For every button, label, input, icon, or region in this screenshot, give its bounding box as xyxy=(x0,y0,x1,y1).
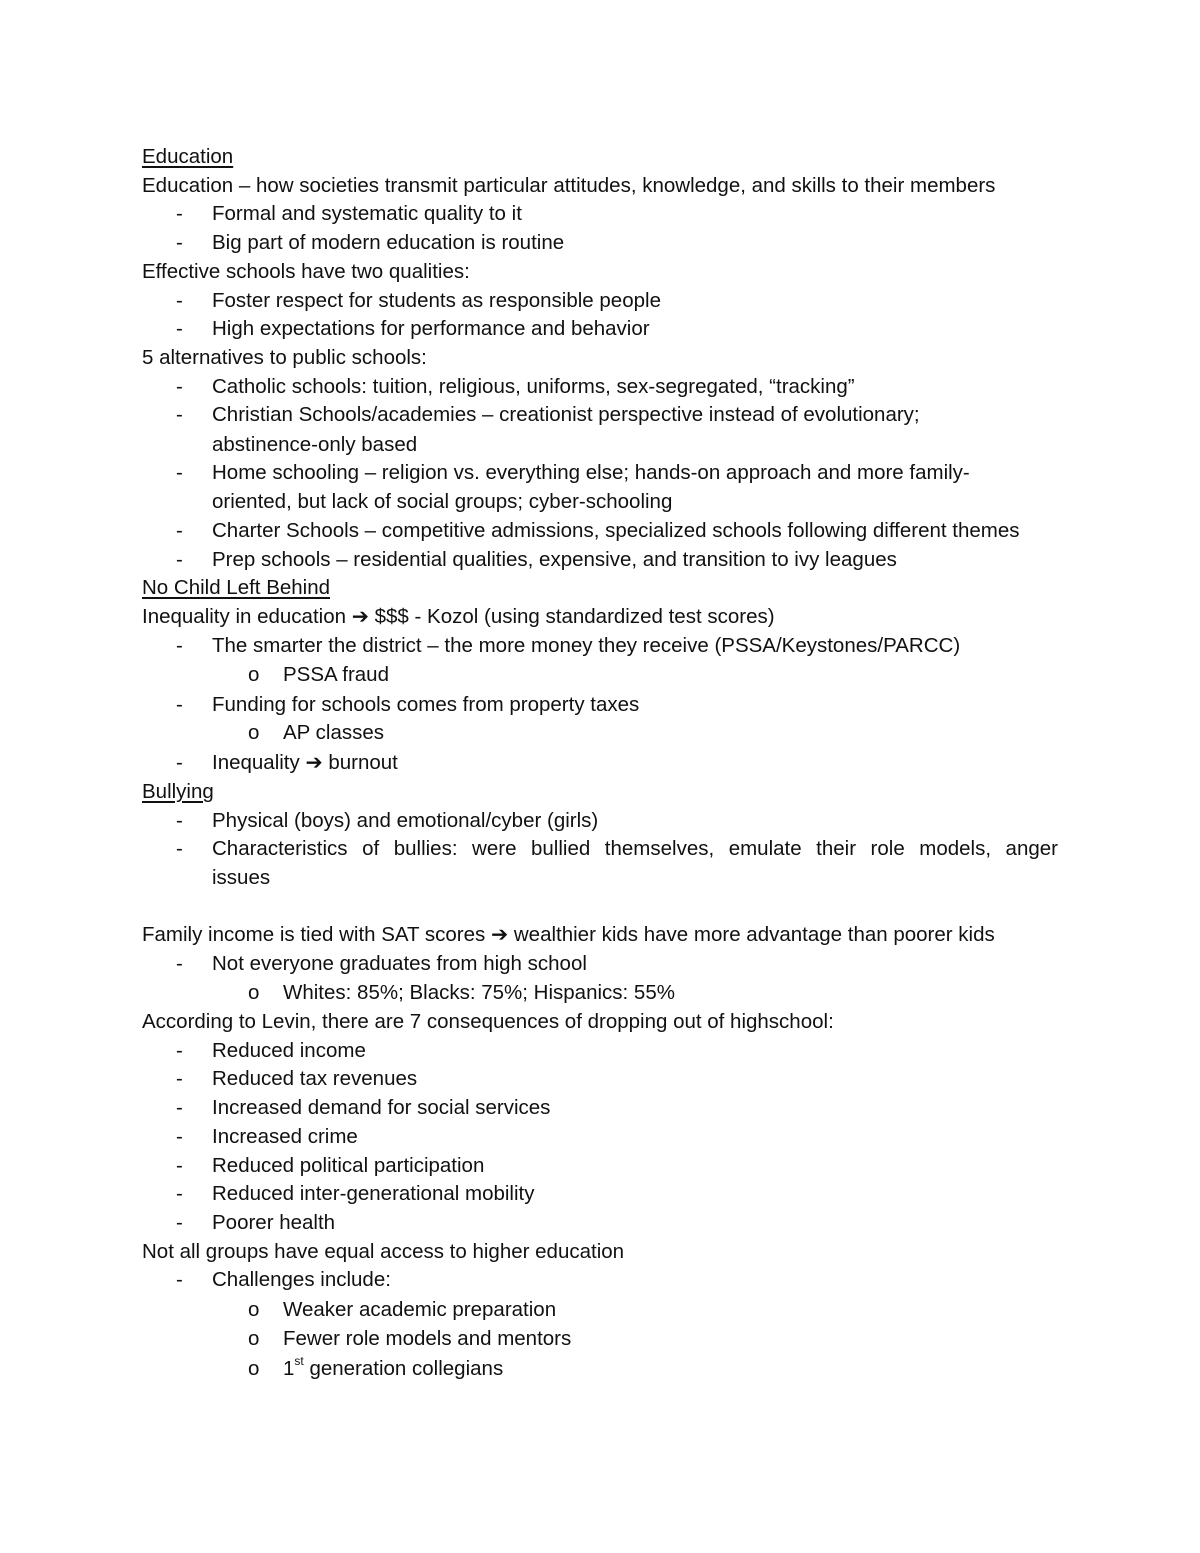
list-item: Formal and systematic quality to it xyxy=(212,202,522,225)
sub-list-item: AP classes xyxy=(283,721,385,744)
dash-bullet: - xyxy=(176,1096,183,1119)
dash-bullet: - xyxy=(176,751,183,774)
list-item: Home schooling – religion vs. everything else; hands-on approach and more family- xyxy=(212,461,970,484)
dash-bullet: - xyxy=(176,519,183,542)
list-item: High expectations for performance and behavior xyxy=(212,317,650,340)
list-item: Reduced income xyxy=(212,1039,366,1062)
list-item: Christian Schools/academies – creationist perspective instead of evolutionary; xyxy=(212,403,920,426)
dash-bullet: - xyxy=(176,1268,183,1291)
list-item: Reduced inter-generational mobility xyxy=(212,1182,535,1205)
access-intro: Not all groups have equal access to higher education xyxy=(142,1240,625,1263)
sub-list-item xyxy=(283,1354,503,1383)
list-item: Increased crime xyxy=(212,1125,358,1148)
sub-list-item: PSSA fraud xyxy=(283,663,389,686)
circle-bullet: o xyxy=(248,663,260,686)
list-item: Challenges include: xyxy=(212,1268,391,1291)
list-item: Catholic schools: tuition, religious, uniforms, sex-segregated, “tracking” xyxy=(212,375,855,398)
dash-bullet: - xyxy=(176,1125,183,1148)
dash-bullet: - xyxy=(176,403,183,426)
dash-bullet: - xyxy=(176,1067,183,1090)
circle-bullet: o xyxy=(248,1327,260,1350)
heading-nclb xyxy=(142,573,330,602)
dash-bullet: - xyxy=(176,693,183,716)
list-item: Big part of modern education is routine xyxy=(212,231,565,254)
circle-bullet: o xyxy=(248,1357,260,1380)
list-item-continuation: abstinence-only based xyxy=(212,433,418,456)
inequality-burnout-a: Inequality xyxy=(212,751,306,774)
dash-bullet: - xyxy=(176,202,183,225)
list-item: Not everyone graduates from high school xyxy=(212,952,587,975)
dash-bullet: - xyxy=(176,289,183,312)
arrow-icon: ➔ xyxy=(351,605,369,628)
income-text-a: Family income is tied with SAT scores xyxy=(142,923,491,946)
list-item: Prep schools – residential qualities, expensive, and transition to ivy leagues xyxy=(212,548,897,571)
list-item: Foster respect for students as responsible people xyxy=(212,289,661,312)
dash-bullet: - xyxy=(176,1154,183,1177)
circle-bullet: o xyxy=(248,721,260,744)
inequality-line xyxy=(142,602,775,631)
effective-schools-intro: Effective schools have two qualities: xyxy=(142,260,470,283)
dash-bullet: - xyxy=(176,375,183,398)
arrow-icon: ➔ xyxy=(490,923,509,946)
first-gen-text: generation collegians xyxy=(303,1357,504,1380)
list-item xyxy=(212,748,398,777)
sub-list-item: Fewer role models and mentors xyxy=(283,1327,572,1350)
dash-bullet: - xyxy=(176,837,183,860)
heading-education-text: Education xyxy=(142,145,234,168)
sub-list-item: Weaker academic preparation xyxy=(283,1298,557,1321)
income-text-b: wealthier kids have more advantage than poorer kids xyxy=(508,923,995,946)
dash-bullet: - xyxy=(176,1211,183,1234)
dash-bullet: - xyxy=(176,809,183,832)
sub-list-item: Whites: 85%; Blacks: 75%; Hispanics: 55% xyxy=(283,981,675,1004)
dash-bullet: - xyxy=(176,1039,183,1062)
list-item: The smarter the district – the more money they receive (PSSA/Keystones/PARCC) xyxy=(212,634,961,657)
inequality-burnout-b: burnout xyxy=(322,751,398,774)
list-item: Funding for schools comes from property taxes xyxy=(212,693,640,716)
list-item: Characteristics of bullies: were bullied themselves, emulate their role models, anger xyxy=(212,837,1058,860)
dash-bullet: - xyxy=(176,1182,183,1205)
dash-bullet: - xyxy=(176,461,183,484)
dash-bullet: - xyxy=(176,634,183,657)
heading-bullying-text: Bullying xyxy=(142,780,214,803)
list-item-continuation: issues xyxy=(212,866,271,889)
circle-bullet: o xyxy=(248,981,260,1004)
arrow-icon: ➔ xyxy=(305,751,323,774)
list-item: Reduced tax revenues xyxy=(212,1067,418,1090)
list-item: Increased demand for social services xyxy=(212,1096,551,1119)
heading-education xyxy=(142,142,233,171)
list-item: Poorer health xyxy=(212,1211,336,1234)
list-item: Physical (boys) and emotional/cyber (girls) xyxy=(212,809,599,832)
list-item: Reduced political participation xyxy=(212,1154,485,1177)
dash-bullet: - xyxy=(176,231,183,254)
list-item: Charter Schools – competitive admissions, specialized schools following different themes xyxy=(212,519,1020,542)
income-line xyxy=(142,920,995,949)
list-item-continuation: oriented, but lack of social groups; cyber-schooling xyxy=(212,490,673,513)
alternatives-intro: 5 alternatives to public schools: xyxy=(142,346,427,369)
first-gen-superscript: st xyxy=(294,1354,304,1369)
dash-bullet: - xyxy=(176,548,183,571)
heading-nclb-text: No Child Left Behind xyxy=(142,576,331,599)
circle-bullet: o xyxy=(248,1298,260,1321)
dash-bullet: - xyxy=(176,317,183,340)
heading-bullying xyxy=(142,777,214,806)
education-definition: Education – how societies transmit particular attitudes, knowledge, and skills to their members xyxy=(142,174,996,197)
levin-intro: According to Levin, there are 7 consequences of dropping out of highschool: xyxy=(142,1010,834,1033)
dash-bullet: - xyxy=(176,952,183,975)
first-gen-number: 1 xyxy=(283,1357,295,1380)
inequality-text-a: Inequality in education xyxy=(142,605,352,628)
inequality-text-b: $$$ - Kozol (using standardized test scores) xyxy=(368,605,775,628)
